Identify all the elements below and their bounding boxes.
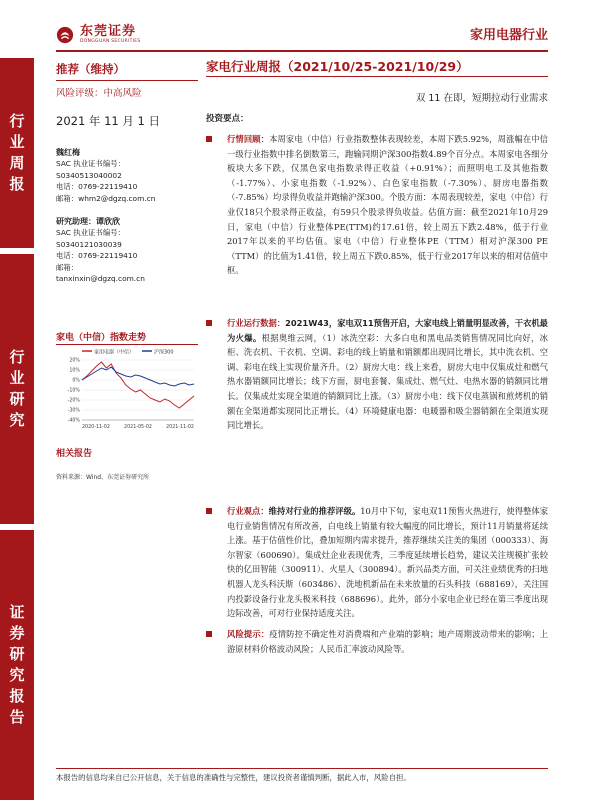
side-tab-char: 报 xyxy=(9,687,25,705)
logo-text-cn: 东莞证券 xyxy=(80,24,137,40)
report-date: 2021 年 11 月 1 日 xyxy=(56,114,160,128)
side-tab-char: 报 xyxy=(9,175,25,193)
company-logo xyxy=(56,24,141,46)
footer-divider xyxy=(56,768,548,769)
y-tick-label: 0% xyxy=(72,378,80,384)
industry-label: 家用电器行业 xyxy=(469,28,548,43)
side-tab-industry-research xyxy=(0,254,34,524)
assistant-name: 研究助理：谭欣欣 xyxy=(56,217,120,227)
footer-disclaimer: 本报告的信息均来自已公开信息，关于信息的准确性与完整性，建议投资者谨慎判断，据此入市，风险自担。 xyxy=(56,773,411,782)
side-tab-char: 行 xyxy=(9,348,25,366)
industry-view-section xyxy=(206,504,548,621)
investment-summary-label: 投资要点： xyxy=(206,114,249,124)
assistant-email-label: 邮箱： xyxy=(56,262,79,272)
industry-view-highlight: 维持对行业的推荐评级。 xyxy=(268,506,361,516)
analyst-cert: S0340513040002 xyxy=(56,170,122,180)
side-tab-weekly-report xyxy=(0,58,34,248)
analyst-info xyxy=(56,147,198,204)
side-tab-char: 研 xyxy=(9,645,25,663)
analyst-phone: 电话：0769-22119410 xyxy=(56,182,138,192)
x-tick-label: 2021-05-02 xyxy=(124,425,152,430)
risk-warning-lead: 风险提示： xyxy=(227,629,270,639)
industry-data-highlight: 2021W43，家电双11预售开启，大家电线上销量明显改善，干衣机最为火爆。 xyxy=(227,318,548,343)
industry-view-body: 10月中下旬，家电双11预售火热进行，使得整体家电行业销售情况有所改善，白电线上销量有较大幅度的同比增长，预计11月销量将延续上涨。基于估值性价比，叠加短期内需求提升，推荐继续关注美的集团（000333）、海尔智家（600690）。集成灶企业表现优秀，三季度延续增长趋势，建议关注规模扩张较快的亿田智能（300911）、火星人（300894）。新兴品类方面，可关注业绩优秀的扫地机器人龙头科沃斯（603486）、洗地机新品在未来放量的石头科技（688169），关注国内投影设备行业龙头极米科技（688696）。此外，部分小家电企业已经在第三季度出现边际改善，可对行业保持适度关注。 xyxy=(227,506,548,619)
index-trend-chart xyxy=(56,346,198,434)
header-divider xyxy=(56,50,548,52)
risk-warning-section xyxy=(206,627,548,656)
left-info-column xyxy=(56,58,198,284)
report-subtitle: 双 11 在即，短期拉动行业需求 xyxy=(415,93,548,104)
risk-warning-text xyxy=(227,627,548,656)
industry-data-text xyxy=(227,316,548,433)
side-tab-char: 周 xyxy=(9,154,25,172)
side-tab-char: 告 xyxy=(9,708,25,726)
bullet-square-icon xyxy=(206,320,212,326)
side-tab-char: 究 xyxy=(9,411,25,429)
rating-divider xyxy=(56,80,198,81)
analyst-cert-label: SAC 执业证书编号： xyxy=(56,159,125,169)
rating-label: 推荐（维持） xyxy=(56,62,125,76)
logo-mark-icon xyxy=(56,26,74,44)
side-tab-char: 研 xyxy=(9,390,25,408)
chart-title-divider xyxy=(56,344,198,345)
bullet-square-icon xyxy=(206,136,212,142)
y-tick-label: -40% xyxy=(67,418,80,424)
side-tab-char: 究 xyxy=(9,666,25,684)
side-tab-char: 行 xyxy=(9,112,25,130)
side-tab-securities-report xyxy=(0,530,34,800)
analyst-name: 魏红梅 xyxy=(56,148,80,157)
side-tab-char: 业 xyxy=(9,369,25,387)
y-tick-label: 10% xyxy=(69,368,80,374)
industry-data-lead: 行业运行数据： xyxy=(227,318,286,328)
assistant-cert-label: SAC 执业证书编号： xyxy=(56,228,125,238)
y-tick-label: -10% xyxy=(67,388,80,394)
logo-text-en: DONGGUAN SECURITIES xyxy=(80,39,141,45)
report-title: 家电行业周报（2021/10/25-2021/10/29） xyxy=(206,59,469,74)
chart-title: 家电（中信）指数走势 xyxy=(56,333,147,343)
market-review-lead: 行情回顾： xyxy=(227,134,270,144)
side-tab-char: 业 xyxy=(9,133,25,151)
industry-view-lead: 行业观点： xyxy=(227,506,269,516)
industry-view-text xyxy=(227,504,548,621)
assistant-email[interactable]: tanxinxin@dgzq.com.cn xyxy=(56,274,145,284)
assistant-cert: S0340121030039 xyxy=(56,239,122,249)
side-tab-char: 证 xyxy=(9,603,25,621)
chart-source: 资料来源：Wind，东莞证券研究所 xyxy=(56,474,150,481)
risk-rating: 风险评级：中高风险 xyxy=(56,88,142,99)
x-tick-label: 2021-11-02 xyxy=(166,425,194,430)
market-review-section xyxy=(206,132,548,278)
related-reports-title: 相关报告 xyxy=(56,449,93,459)
assistant-info xyxy=(56,216,198,284)
y-tick-label: -30% xyxy=(67,408,80,414)
side-tab-char: 券 xyxy=(9,624,25,642)
analyst-email[interactable]: 邮箱：whm2@dgzq.com.cn xyxy=(56,193,156,203)
legend-label: 沪深300 xyxy=(154,349,174,356)
assistant-phone: 电话：0769-22119410 xyxy=(56,251,138,261)
risk-warning-body: 疫情防控不确定性对消费端和产业端的影响；地产周期波动带来的影响；上游原材料价格波动风险；人民币汇率波动风险等。 xyxy=(227,629,548,654)
bullet-square-icon xyxy=(206,631,212,637)
industry-data-body: 根据奥维云网，（1）冰洗空彩：大多白电和黑电品类销售情况同比向好，冰柜、洗衣机、干衣机、空调、彩电的线上销量和销额都出现同比增长，其中洗衣机、空调、彩电在线上实现价量齐升。（2）厨房大电：线上来看，厨房大电中仅集成灶和燃气热水器销额同比增长；线下方面，厨电套餐、集成灶、燃气灶、电热水器的销额同比增长。仅集成灶实现全渠道的销额同比上涨。（3）厨房小电：线下仅电蒸锅和煎烤机的销额在全渠道都实现同比正增长。（4）环境健康电器：电暖器和吸尘器销额在全渠道实现同比增长。 xyxy=(227,332,548,431)
y-tick-label: 20% xyxy=(69,358,80,364)
market-review-text xyxy=(227,132,548,278)
bullet-square-icon xyxy=(206,508,212,514)
report-title-divider xyxy=(206,76,548,77)
x-tick-label: 2020-11-02 xyxy=(82,425,110,430)
y-tick-label: -20% xyxy=(67,398,80,404)
industry-data-section xyxy=(206,316,548,433)
market-review-body: 本周家电（中信）行业指数整体表现较差，本周下跌5.92%，周涨幅在中信一级行业指数中排名倒数第三，跑输同期沪深300指数4.89个百分点。本周家电各细分板块大多下跌，仅黑色家电指数录得正收益（+0.91%）；而照明电工及其他指数（-1.77%）、小家电指数（-1.92%）、白色家电指数（-7.30%）、厨房电器指数（-7.85%）均录得负收益并跑输沪深300。个股方面：本周表现较差，家电（中信）行业仅18只个股录得正收益，有59只个股录得负收益。估值方面：截至2021年10月29日，家电（中信）行业整体PE(TTM)约17.61倍，较上周五下跌2.48%，低于行业2017年以来的平均估值。家电（中信）行业整体PE（TTM）相对沪深300 PE（TTM）的比值为1.41倍，较上周五下跌0.85%，低于行业2017年以来的相对估值中枢。 xyxy=(227,134,548,276)
legend-label: 家用电器（中信） xyxy=(94,349,135,356)
